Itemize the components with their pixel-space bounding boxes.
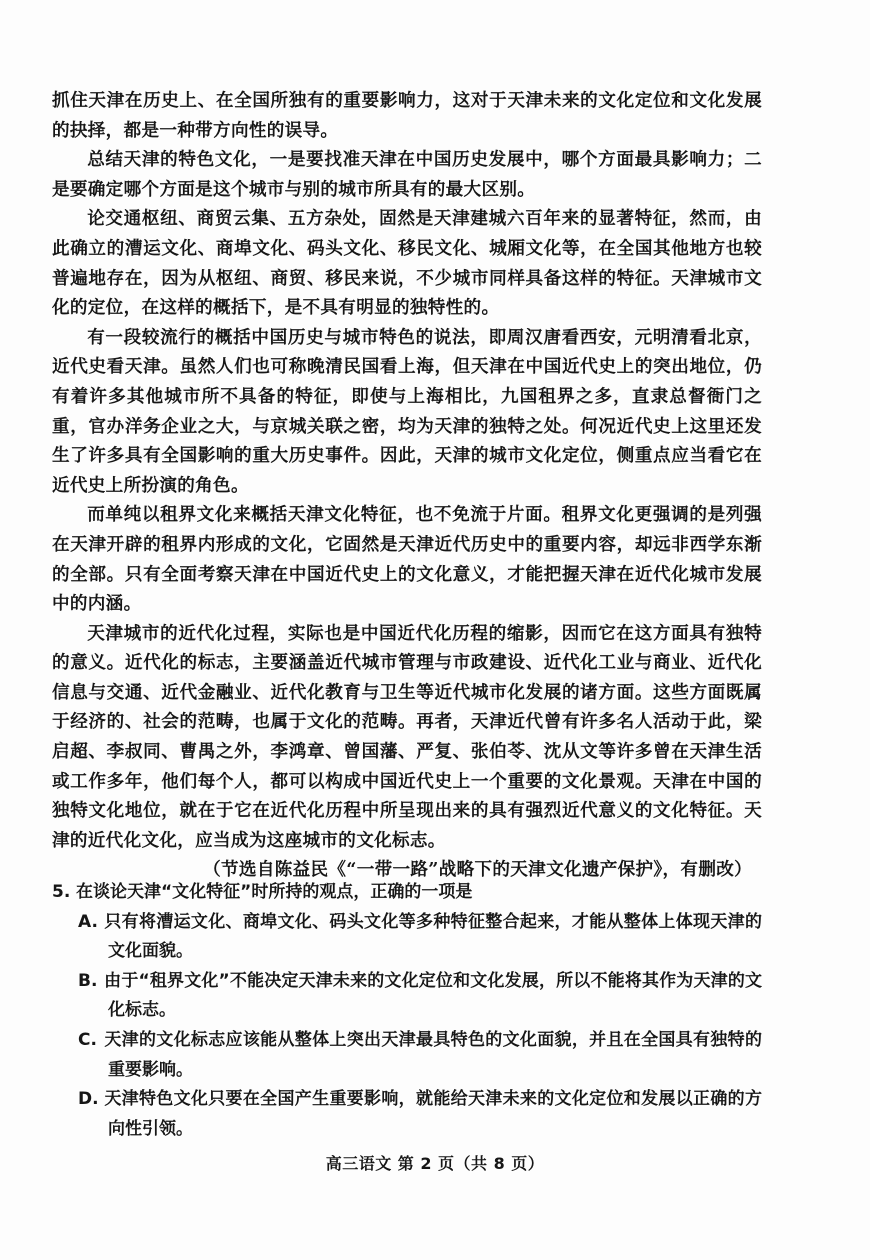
question-number: 5. xyxy=(52,882,71,902)
passage-source: （节选自陈益民《“一带一路”战略下的天津文化遗产保护》，有删改） xyxy=(203,859,752,881)
option-letter: D. xyxy=(78,1089,99,1110)
reading-passage xyxy=(52,86,762,885)
option-c xyxy=(52,1026,762,1085)
question-stem-text: 在谈论天津“文化特征”时所持的观点，正确的一项是 xyxy=(76,882,473,902)
option-text: 天津特色文化只要在全国产生重要影响，就能给天津未来的文化定位和发展以正确的方向性引领。 xyxy=(104,1089,762,1139)
option-text: 由于“租界文化”不能决定天津未来的文化定位和文化发展，所以不能将其作为天津的文化标志。 xyxy=(104,970,762,1021)
paragraph: 总结天津的特色文化，一是要找准天津在中国历史发展中，哪个方面最具影响力；二是要确定哪个方面是这个城市与别的城市所具有的最大区别。 xyxy=(52,149,762,200)
option-b xyxy=(52,967,762,1026)
page-footer: 高三语文 第 2 页（共 8 页） xyxy=(325,1154,545,1173)
option-text: 只有将漕运文化、商埠文化、码头文化等多种特征整合起来，才能从整体上体现天津的文化面貌。 xyxy=(104,911,762,962)
option-letter: A. xyxy=(78,911,98,932)
option-letter: B. xyxy=(78,970,98,991)
paragraph: 抓住天津在历史上、在全国所独有的重要影响力，这对于天津未来的文化定位和文化发展的抉择，都是一种带方向性的误导。 xyxy=(52,90,762,141)
paragraph: 有一段较流行的概括中国历史与城市特色的说法，即周汉唐看西安，元明清看北京，近代史看天津。虽然人们也可称晚清民国看上海，但天津在中国近代史上的突出地位，仍有着许多其他城市所不具备的特征，即使与上海相比，九国租界之多，直隶总督衙门之重，官办洋务企业之大，与京城关联之密，均为天津的独特之处。何况近代史上这里还发生了许多具有全国影响的重大历史事件。因此，天津的城市文化定位，侧重点应当看它在近代史上所扮演的角色。 xyxy=(52,326,762,496)
question-5 xyxy=(52,878,762,1144)
paragraph: 而单纯以租界文化来概括天津文化特征，也不免流于片面。租界文化更强调的是列强在天津开辟的租界内形成的文化，它固然是天津近代历史中的重要内容，却远非西学东渐的全部。只有全面考察天津在中国近代史上的文化意义，才能把握天津在近代化城市发展中的内涵。 xyxy=(52,504,762,615)
option-a xyxy=(52,908,762,967)
paragraph: 天津城市的近代化过程，实际也是中国近代化历程的缩影，因而它在这方面具有独特的意义。近代化的标志，主要涵盖近代城市管理与市政建设、近代化工业与商业、近代化信息与交通、近代金融业、近代化教育与卫生等近代城市化发展的诸方面。这些方面既属于经济的、社会的范畴，也属于文化的范畴。再者，天津近代曾有许多名人活动于此，梁启超、李叔同、曹禺之外，李鸿章、曾国藩、严复、张伯苓、沈从文等许多曾在天津生活或工作多年，他们每个人，都可以构成中国近代史上一个重要的文化景观。天津在中国的独特文化地位，就在于它在近代化历程中所呈现出来的具有强烈近代意义的文化特征。天津的近代化文化，应当成为这座城市的文化标志。 xyxy=(52,622,762,851)
option-d xyxy=(52,1085,762,1144)
paragraph: 论交通枢纽、商贸云集、五方杂处，固然是天津建城六百年来的显著特征，然而，由此确立的漕运文化、商埠文化、码头文化、移民文化、城厢文化等，在全国其他地方也较普遍地存在，因为从枢纽、商贸、移民来说，不少城市同样具备这样的特征。天津城市文化的定位，在这样的概括下，是不具有明显的独特性的。 xyxy=(52,208,762,319)
question-stem xyxy=(52,878,762,908)
option-letter: C. xyxy=(78,1029,97,1050)
option-text: 天津的文化标志应该能从整体上突出天津最具特色的文化面貌，并且在全国具有独特的重要影响。 xyxy=(104,1029,762,1080)
